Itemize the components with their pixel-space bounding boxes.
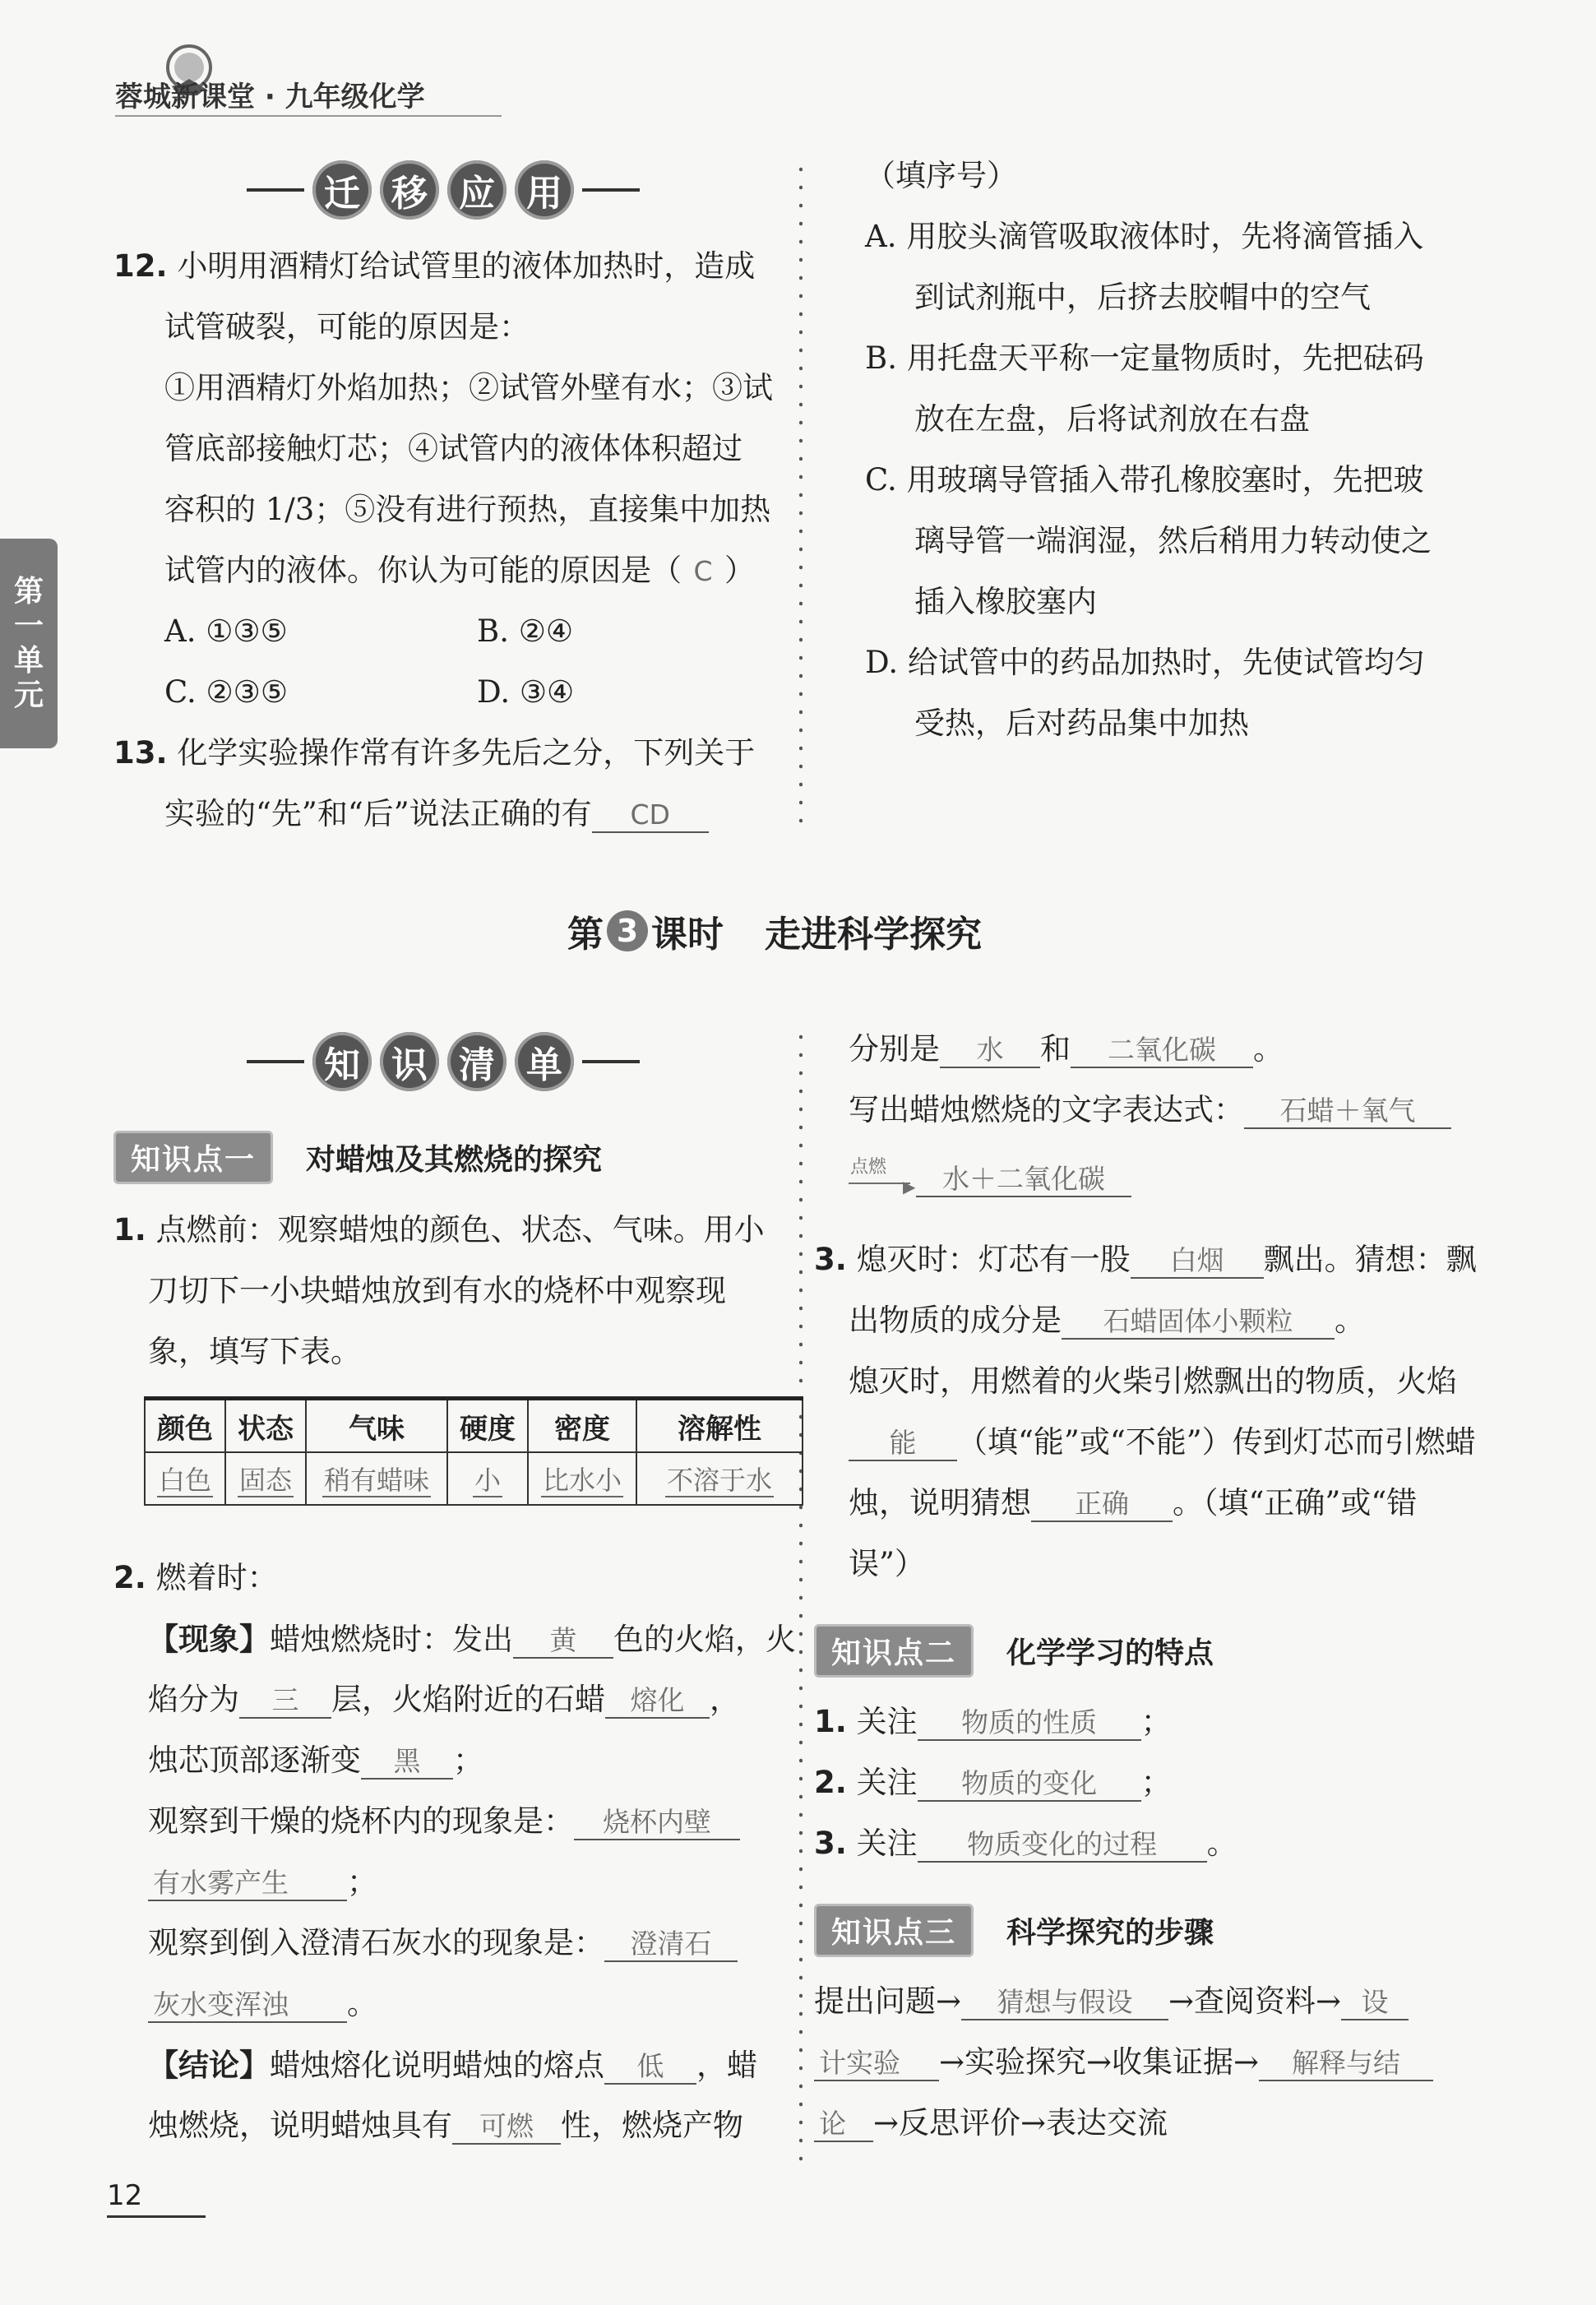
option-c: C. 用玻璃导管插入带孔橡胶塞时，先把玻 — [865, 462, 1424, 498]
answer-q12: C — [693, 555, 713, 587]
subject-title: 九年级化学 — [285, 81, 425, 113]
section-title-transfer: 迁 移 应 用 — [247, 160, 640, 220]
unit-side-tab: 第 一 单 元 — [0, 539, 58, 748]
series-title: 蓉城新课堂 — [115, 81, 255, 113]
option-d: D. 给试管中的药品加热时，先使试管均匀 — [865, 645, 1425, 680]
page-number: 12 — [107, 2179, 206, 2218]
column-divider — [799, 160, 803, 835]
column-divider — [799, 1028, 803, 2171]
option-d: D. ③④ — [477, 674, 575, 710]
candle-properties-table: 颜色 状态 气味 硬度 密度 溶解性 白色 固态 稍有蜡味 小 比水小 不溶于水 — [144, 1396, 803, 1506]
option-b: B. ②④ — [477, 613, 574, 649]
lesson-title: 第 3 课时 走进科学探究 — [567, 905, 982, 957]
workbook-page: 蓉城新课堂 · 九年级化学 第 一 单 元 迁 移 应 用 12. 小明用酒精灯给试管里的液体加热时，造成 试管破裂，可能的原因是： ①用酒精灯外焰加热；②试管外壁有水；③试 管底部接触灯芯；④试管内的液体体积超过 容积的 1/3；⑤没有进行预热，直接集中加热 试管内的液体。你认为可能的原因是（ C ） A. ①③⑤ B. ②④ C. ②③⑤ D. ③④ 13. 化学实验操作常有许多先后之分，下列关于 实验的“先”和“后”说法正确的有 CD （填序号） A. 用胶头滴管吸取液体时，先将滴管插入 到试剂瓶中，后挤去胶帽中的空气 B. 用托盘天平称一定量物质时，先把砝码 放在左盘，后将试剂放在右盘 C. 用玻璃导管插入带孔橡胶塞时，先把玻 璃导管一端润湿，然后稍用力转动使之 插入橡胶塞内 D. 给试管中的药品加热时，先使试管均匀 受热，后对药品集中加热 第 3 课时 走进科学探究 知 识 清 单 知识点一 对蜡烛及其燃烧的探究 1. 点燃前：观察蜡烛的颜色、状态、气味。用小 刀切下一小块蜡烛放到有水的烧杯中观察现 象，填写下表。 颜色 状态 气味 硬度 密度 溶解性 白色 固态 稍有蜡味 小 比水小 不溶于水 2. 燃着时： 【现象】蜡烛燃烧时：发出 黄 色的火焰，火 焰分为 三 层，火焰附近的石蜡 熔化 ， 烛芯顶部逐渐变 黑 ； 观察到干燥的烧杯内的现象是： 烧杯内壁 有水雾产生 ； 观察到倒入澄清石灰水的现象是： 澄清石 灰水变浑浊 。 【结论】蜡烛熔化说明蜡烛的熔点 低 ，蜡 烛燃烧，说明蜡烛具有 可燃 性，燃烧产物 分别是 水 和 二氧化碳 。 写出蜡烛燃烧的文字表达式： 石蜡＋氧气 点燃 ▶ 水＋二氧化碳 3. 熄灭时：灯芯有一股 白烟 飘出。猜想：飘 出物质的成分是 石蜡固体小颗粒 。 熄灭时，用燃着的火柴引燃飘出的物质，火焰 能 （填“能”或“不能”）传到灯芯而引燃蜡 烛，说明猜想 正确 。（填“正确”或“错 误”） 知识点二 化学学习的特点 1. 关注 物质的性质 ； 2. 关注 物质的变化 ； 3. 关注 物质变化的过程 。 知识点三 科学探究的步骤 提出问题→ 猜想与假设 →查阅资料→ 设 计实验 →实验探究→收集证据→ 解释与结 论 →反思评价→表达交流 12 — [0, 0, 1596, 2305]
knowledge-point-3-header: 知识点三 科学探究的步骤 — [814, 1904, 1214, 1957]
section-title-knowledge: 知 识 清 单 — [247, 1032, 640, 1091]
knowledge-point-2-header: 知识点二 化学学习的特点 — [814, 1624, 1214, 1678]
option-b: B. 用托盘天平称一定量物质时，先把砝码 — [865, 340, 1424, 376]
knowledge-point-1-header: 知识点一 对蜡烛及其燃烧的探究 — [113, 1131, 602, 1184]
option-a: A. ①③⑤ — [164, 613, 288, 649]
page-header: 蓉城新课堂 · 九年级化学 — [107, 33, 502, 123]
option-c: C. ②③⑤ — [164, 674, 289, 710]
answer-q13: CD — [592, 798, 709, 833]
option-a: A. 用胶头滴管吸取液体时，先将滴管插入 — [865, 219, 1424, 254]
word-equation-arrow: 点燃 ▶ 水＋二氧化碳 — [849, 1151, 1145, 1209]
